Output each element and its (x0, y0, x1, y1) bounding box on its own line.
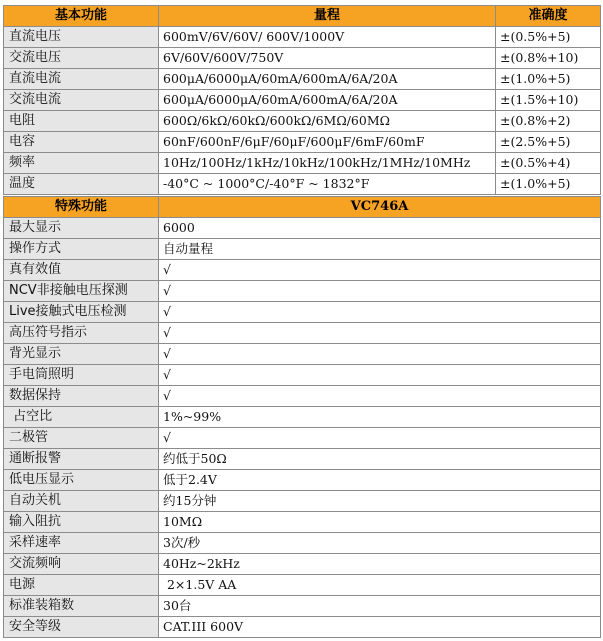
table-row (4, 344, 601, 365)
table-row (4, 239, 601, 260)
feature-name: 输入阻抗 (4, 512, 159, 533)
feature-value: √ (159, 344, 601, 365)
feature-value: 低于2.4V (159, 470, 601, 491)
feature-value: 约15分钟 (159, 491, 601, 512)
header-accuracy: 准确度 (496, 6, 601, 27)
feature-value: CAT.III 600V (159, 617, 601, 638)
table-row (4, 111, 601, 132)
table-row (4, 90, 601, 111)
feature-name: 自动关机 (4, 491, 159, 512)
header-special-function: 特殊功能 (4, 197, 159, 218)
range-value: 60nF/600nF/6μF/60μF/600μF/6mF/60mF (159, 132, 496, 153)
function-name: 直流电压 (4, 27, 159, 48)
function-name: 电容 (4, 132, 159, 153)
feature-value: 3次/秒 (159, 533, 601, 554)
range-value: -40°C ~ 1000°C/-40°F ~ 1832°F (159, 174, 496, 195)
basic-functions-table (3, 5, 601, 195)
feature-value: 6000 (159, 218, 601, 239)
feature-name: 手电筒照明 (4, 365, 159, 386)
basic-table-body (4, 27, 601, 195)
function-name: 交流电压 (4, 48, 159, 69)
feature-name: 操作方式 (4, 239, 159, 260)
feature-value: 30台 (159, 596, 601, 617)
table-row (4, 218, 601, 239)
accuracy-value: ±(0.8%+10) (496, 48, 601, 69)
accuracy-value: ±(2.5%+5) (496, 132, 601, 153)
accuracy-value: ±(0.8%+2) (496, 111, 601, 132)
accuracy-value: ±(1.0%+5) (496, 69, 601, 90)
table-row (4, 428, 601, 449)
range-value: 600Ω/6kΩ/60kΩ/600kΩ/6MΩ/60MΩ (159, 111, 496, 132)
special-header-row (4, 197, 601, 218)
function-name: 直流电流 (4, 69, 159, 90)
feature-value: √ (159, 428, 601, 449)
table-row (4, 48, 601, 69)
range-value: 10Hz/100Hz/1kHz/10kHz/100kHz/1MHz/10MHz (159, 153, 496, 174)
table-row (4, 27, 601, 48)
feature-value: √ (159, 302, 601, 323)
table-row (4, 302, 601, 323)
accuracy-value: ±(1.5%+10) (496, 90, 601, 111)
table-row (4, 386, 601, 407)
table-row (4, 174, 601, 195)
range-value: 6V/60V/600V/750V (159, 48, 496, 69)
function-name: 温度 (4, 174, 159, 195)
header-model: VC746A (159, 197, 601, 218)
feature-name: 高压符号指示 (4, 323, 159, 344)
feature-value: 40Hz~2kHz (159, 554, 601, 575)
feature-name: 占空比 (4, 407, 159, 428)
range-value: 600μA/6000μA/60mA/600mA/6A/20A (159, 69, 496, 90)
table-row (4, 407, 601, 428)
accuracy-value: ±(1.0%+5) (496, 174, 601, 195)
feature-name: 安全等级 (4, 617, 159, 638)
feature-name: 数据保持 (4, 386, 159, 407)
table-row (4, 575, 601, 596)
feature-name: 二极管 (4, 428, 159, 449)
table-row (4, 491, 601, 512)
feature-value: 10MΩ (159, 512, 601, 533)
basic-header-row (4, 6, 601, 27)
function-name: 电阻 (4, 111, 159, 132)
range-value: 600mV/6V/60V/ 600V/1000V (159, 27, 496, 48)
table-row (4, 596, 601, 617)
accuracy-value: ±(0.5%+5) (496, 27, 601, 48)
header-basic-function: 基本功能 (4, 6, 159, 27)
feature-value: 约低于50Ω (159, 449, 601, 470)
table-row (4, 554, 601, 575)
table-row (4, 470, 601, 491)
table-row (4, 132, 601, 153)
feature-name: 真有效值 (4, 260, 159, 281)
feature-name: 背光显示 (4, 344, 159, 365)
feature-name: Live接触式电压检测 (4, 302, 159, 323)
feature-value: √ (159, 281, 601, 302)
function-name: 交流电流 (4, 90, 159, 111)
accuracy-value: ±(0.5%+4) (496, 153, 601, 174)
table-row (4, 153, 601, 174)
table-row (4, 449, 601, 470)
feature-value: 自动量程 (159, 239, 601, 260)
table-row (4, 281, 601, 302)
table-row (4, 323, 601, 344)
table-row (4, 512, 601, 533)
feature-name: 低电压显示 (4, 470, 159, 491)
feature-name: 电源 (4, 575, 159, 596)
feature-name: 通断报警 (4, 449, 159, 470)
feature-name: 交流频响 (4, 554, 159, 575)
feature-value: 2×1.5V AA (159, 575, 601, 596)
feature-value: √ (159, 260, 601, 281)
table-row (4, 69, 601, 90)
feature-value: √ (159, 386, 601, 407)
header-range: 量程 (159, 6, 496, 27)
feature-value: √ (159, 323, 601, 344)
table-row (4, 260, 601, 281)
table-row (4, 617, 601, 638)
table-row (4, 533, 601, 554)
feature-name: 采样速率 (4, 533, 159, 554)
range-value: 600μA/6000μA/60mA/600mA/6A/20A (159, 90, 496, 111)
feature-value: √ (159, 365, 601, 386)
feature-value: 1%~99% (159, 407, 601, 428)
feature-name: 最大显示 (4, 218, 159, 239)
special-functions-table (3, 196, 601, 638)
table-row (4, 365, 601, 386)
special-table-body (4, 218, 601, 638)
feature-name: 标准装箱数 (4, 596, 159, 617)
feature-name: NCV非接触电压探测 (4, 281, 159, 302)
function-name: 频率 (4, 153, 159, 174)
